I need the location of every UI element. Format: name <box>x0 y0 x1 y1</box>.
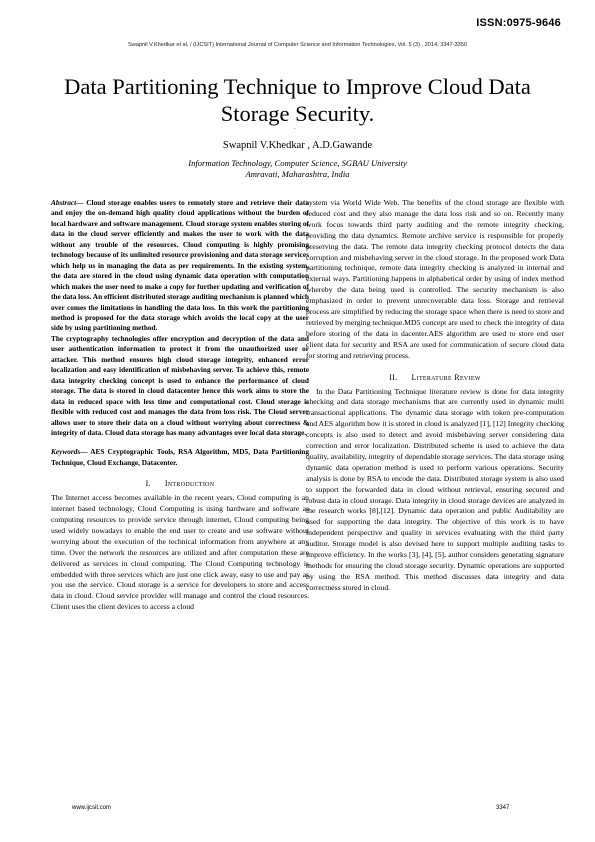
section-2-number: II. <box>389 372 398 382</box>
section-2-body: In the Data Partitioning Technique literature review is done for data integrity checking and data storage mechanisms that are currently used in dynamic multi transactional applications. The dynamic data storage with token pre-computation and AES algorithm how it is stored in cloud is analyzed [1], [12] Integrity checking concepts is also used to detect and avoid misbehaving server considering data correction and error localization. Distributed scheme is used to achieve the data quality, availability, integrity of dependable storage services. The data storage using dynamic data operation method is used to perform various operations. Security analysis is done by RSA to encode the data. Distributed storage system is also used to support the forwarded data in cloud without retrieval, ensuring secured and robust data in cloud storage. Data integrity in cloud storage devices are analyzed in the research works [8],[12]. Dynamic data operation and public Auditability are used for supporting the data integrity. The objective of this work is to have independent perspective and quality in services evaluating with the third party auditor. Storage model is also devised here to support multiple auditing tasks to improve efficiency. In the works [3], [4], [5], author considers generating signature methods for ensuring the cloud storage security. Dynamic operations are supported by using the RSA method. This method discusses data integrity and data correctness stored in cloud. <box>306 386 564 592</box>
abstract-text-1: Cloud storage enables users to remotely store and retrieve their data and enjoy the on-demand high quality cloud applications without the burden of local hardware and software management. Cloud storage system enables storing of data in the cloud server efficiently and makes the user to work with the data without any trouble of the resources. Cloud computing is highly promising technology because of its unlimited resource provisioning and data storage services which help us in managing the data as per requirements. In the existing system, the data are stored in the cloud using dynamic data operation with computation which makes the user need to make a copy for further updating and verification of the data loss. An efficient distributed storage auditing mechanism is planned which over comes the limitations in handling the data loss. In this work the partitioning method is proposed for the data storage which avoids the local copy at the user side by using partitioning method. <box>51 198 309 333</box>
paper-title: Data Partitioning Technique to Improve Cloud Data Storage Security. <box>64 74 531 126</box>
affiliation-line-1: Information Technology, Computer Science, SGBAU University <box>188 158 407 168</box>
abstract-paragraph-1 <box>51 198 309 334</box>
affiliation-line-2: Amravati, Maharashtra, India <box>245 169 350 179</box>
section-1-continuation: system via World Wide Web. The benefits of the cloud storage are flexible with reduced cost and they also manage the data loss risk and so on. Recently many work focus towards third party auditing and the remote integrity checking, providing the data dynamics. Remote archive service is responsible for properly preserving the data. The remote data integrity checking protocol detects the data corruption and misbehaving server in the cloud storage. In the proposed work Data partitioning technique, remote data integrity checking is analyzed in internal and external ways. Partitioning happens in alphabetical order by using of index method whereby the data being used is controlled. The security mechanism is also emphasized in order to prevent unrecoverable data loss. Storage and retrieval process are simplified by reducing the storage space when there is need to store and retrieved by merging technique.MD5 concept are used to check the integrity of data before storing of the data in dacenter.AES algorithm are used to store end user client data for security and RSA are used for communication of secure cloud data for storing and retrieving process. <box>306 198 564 360</box>
footer-url: www.ijcsit.com <box>72 805 112 811</box>
section-1-body: The Internet access becomes available in the recent years, Cloud computing is an internet based technology, Cloud Computing is using hardware and software as computing resources to provide service through internet, Cloud computing being used widely nowadays to enable the end user to create and use software without worrying about the execution of the technical information from anywhere at any time. Over the network the resources are utilized and after computation these are delivered as services in cloud computing. The Cloud Computing technology is embedded with three services which are just one click away, easy to use and pay as you use the service. Cloud storage is a service for developers to store and access data in cloud. Cloud service provider will manage and control the cloud resources. Client uses the client devices to access a cloud <box>51 493 309 612</box>
keywords-text: AES Cryptographic Tools, RSA Algorithm, MD5, Data Partitioning Technique, Cloud Exchange, Datacenter. <box>51 447 309 467</box>
right-column <box>306 198 564 594</box>
footer-page-number: 3347 <box>496 805 510 811</box>
title-dot: . <box>294 125 296 131</box>
running-head: Swapnil V.Khedkar et al, / (IJCSIT) International Journal of Computer Science and Information Technologies, Vol. 5 (3) , 2014, 3347-3350 <box>128 42 467 48</box>
keywords-lead: Keywords— <box>51 447 88 457</box>
section-1-heading <box>51 479 309 490</box>
issn-label: ISSN:0975-9646 <box>476 17 561 29</box>
section-2-heading <box>306 373 564 384</box>
abstract-paragraph-2 <box>51 334 309 439</box>
section-2-title: Literature Review <box>411 372 481 382</box>
authors: Swapnil V.Khedkar , A.D.Gawande <box>222 140 373 151</box>
left-column <box>51 198 309 613</box>
abstract-lead: Abstract— <box>51 198 84 207</box>
section-1-number: I. <box>145 479 151 489</box>
keywords-paragraph <box>51 447 309 468</box>
abstract-text-2: The cryptography technologies offer encryption and decryption of the data and user authentication information to protect it from the unauthorized user or attacker. This method ensures high cloud storage integrity, enhanced error localization and easy identification of misbehaving server. To achieve this, remote data integrity checking concept is used to enhance the performance of cloud storage. The data is stored in cloud datacenter hence this work aims to store the data in reduced space with less time and computational cost. Cloud storage is flexible with reduced cost and manages the data from loss risk. The Cloud server allows user to store their data on a cloud without worrying about correctness & integrity of data. Cloud data storage has many advantages over local data storage. <box>51 333 309 437</box>
section-1-title: Introduction <box>164 479 215 489</box>
